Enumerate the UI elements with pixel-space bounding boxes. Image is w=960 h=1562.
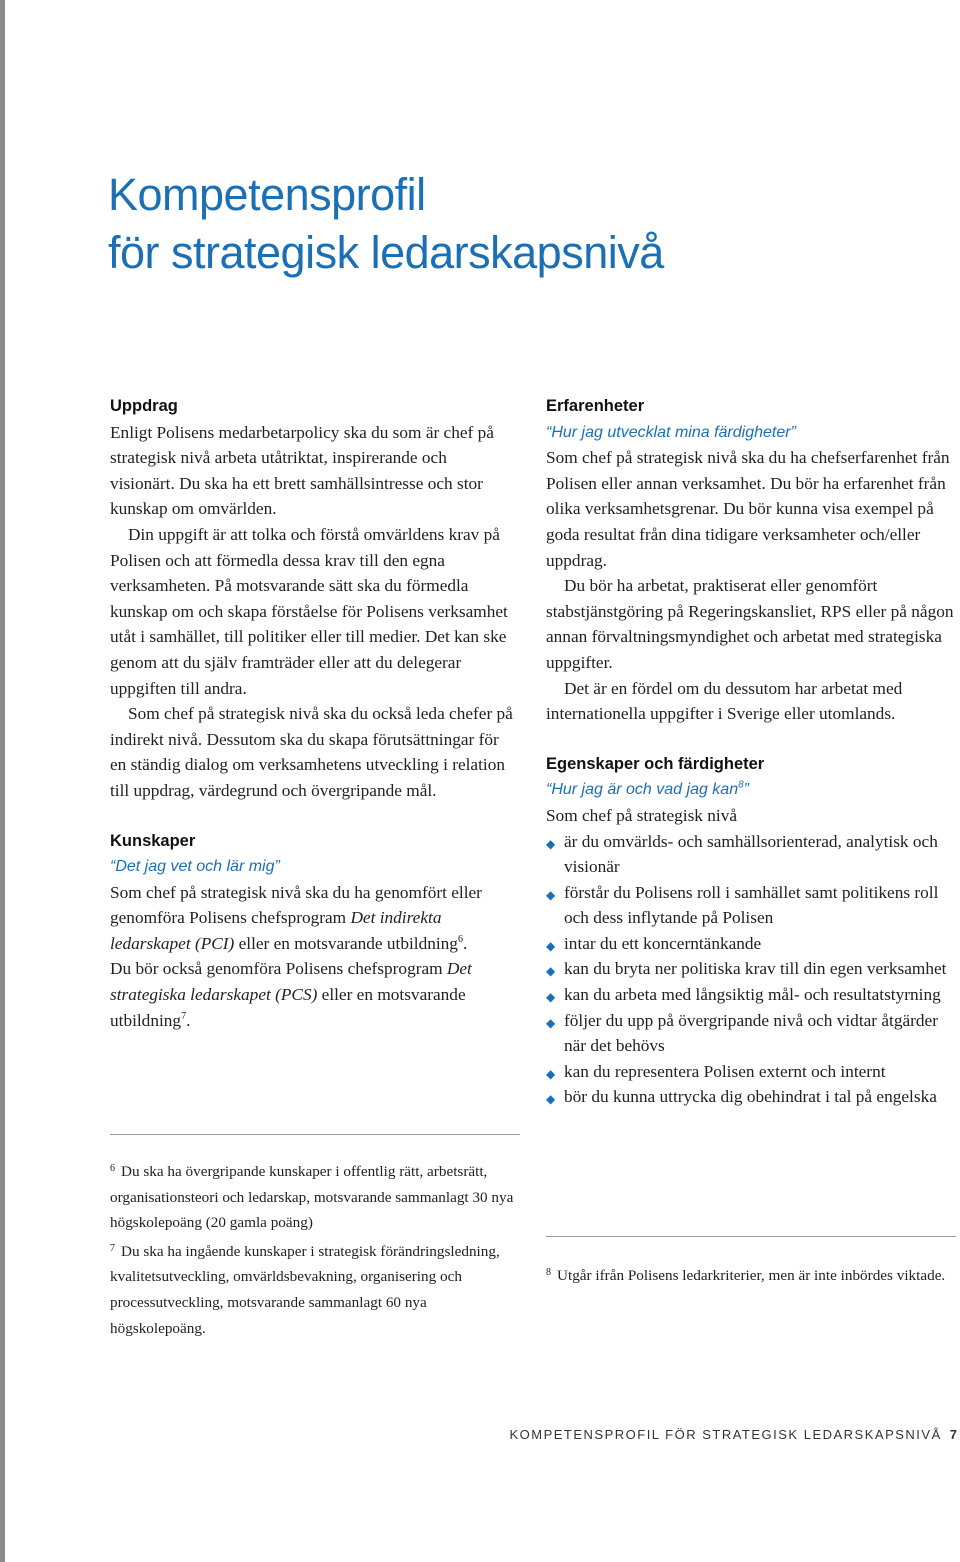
- list-item: [546, 1008, 956, 1059]
- uppdrag-heading: Uppdrag: [110, 397, 178, 415]
- diamond-bullet-icon: ◆: [546, 964, 556, 979]
- kunskaper-subheading-text: Det jag vet och lär mig: [115, 858, 275, 876]
- uppdrag-paragraph-3: Som chef på strategisk nivå ska du också leda chefer på indirekt nivå. Dessutom ska du skapa förutsättningar för en ständig dialog om verksamhetens utveckling i relation till uppdrag, värdegrund och övergripande mål.: [110, 704, 513, 800]
- list-item-text: är du omvärlds- och samhällsorienterad, analytisk och visionär: [564, 831, 938, 877]
- footnote-text: Du ska ha ingående kunskaper i strategisk förändringsledning, kvalitetsutveckling, omvärldsbevakning, organisering och processutveckling, motsvarande sammanlagt 60 nya högskolepoäng.: [110, 1242, 500, 1337]
- footnote-text: Utgår ifrån Polisens ledarkriterier, men är inte inbördes viktade.: [557, 1267, 946, 1284]
- diamond-bullet-icon: ◆: [546, 836, 556, 851]
- kunskaper-p1-text-b: eller en motsvarande utbildning: [234, 933, 458, 953]
- left-column: [110, 394, 515, 1033]
- kunskaper-paragraph-1: [110, 880, 515, 957]
- footnote-ref-8[interactable]: 8: [738, 779, 744, 791]
- kunskaper-p2-text-a: Du bör också genomföra Polisens chefsprogram: [110, 959, 447, 979]
- list-item: [546, 931, 956, 957]
- list-item: [546, 982, 956, 1008]
- list-item-text: intar du ett koncerntänkande: [564, 933, 762, 953]
- footnote-ref-6[interactable]: 6: [457, 934, 463, 946]
- page-edge-rule: [0, 0, 5, 1562]
- list-item-text: kan du arbeta med långsiktig mål- och resultatstyrning: [564, 985, 941, 1005]
- open-quote-icon: “: [546, 423, 552, 441]
- erfarenheter-subheading: [546, 420, 956, 446]
- open-quote-icon: “: [546, 781, 552, 799]
- diamond-bullet-icon: ◆: [546, 990, 556, 1005]
- section-erfarenheter: [546, 394, 956, 727]
- erfarenheter-paragraph-1: Som chef på strategisk nivå ska du ha chefserfarenhet från Polisen eller annan verksamhet. Du bör ha erfarenhet från olika verksamhetsgrenar. Du bör kunna visa exempel på goda resultat från dina tidigare verksamheter och/eller uppdrag.: [546, 448, 950, 570]
- list-item-text: kan du representera Polisen externt och internt: [564, 1061, 886, 1081]
- footnote-text: Du ska ha övergripande kunskaper i offentlig rätt, arbetsrätt, organisationsteori och ledarskap, motsvarande sammanlagt 30 nya högskolepoäng (20 gamla poäng): [110, 1163, 514, 1232]
- kunskaper-p1-text-a: Som chef på strategisk nivå ska du ha genomfört eller genomföra Polisens chefsprogram: [110, 882, 482, 928]
- uppdrag-paragraph-2: Din uppgift är att tolka och förstå omvärldens krav på Polisen och att förmedla dessa krav till den egna verksamheten. På motsvarande sätt ska du förmedla kunskap om och skapa förståelse för Polisens verksamhet utåt i samhället, till politiker eller till medier. Det kan ske genom att du själv framträder eller att du delegerar uppgiften till andra.: [110, 524, 508, 698]
- kunskaper-p2-text-b: eller en motsvarande utbildning: [110, 985, 466, 1030]
- diamond-bullet-icon: ◆: [546, 1066, 556, 1081]
- footnote-7: [110, 1236, 520, 1341]
- kunskaper-heading: Kunskaper: [110, 831, 196, 850]
- program-pci: Det indirekta ledarskapet (PCI): [110, 908, 442, 953]
- list-item: [546, 1084, 956, 1110]
- footnotes-right: [546, 1260, 958, 1289]
- close-quote-icon: ”: [743, 781, 749, 799]
- running-title: KOMPETENSPROFIL FÖR STRATEGISK LEDARSKAPSNIVÅ: [509, 1427, 942, 1442]
- section-uppdrag: [110, 394, 515, 804]
- page-number: 7: [949, 1427, 957, 1442]
- diamond-bullet-icon: ◆: [546, 1092, 556, 1107]
- erfarenheter-paragraph-3: Det är en fördel om du dessutom har arbetat med internationella uppgifter i Sverige eller utomlands.: [546, 678, 903, 724]
- list-item: [546, 829, 956, 880]
- list-item-text: kan du bryta ner politiska krav till din egen verksamhet: [564, 959, 947, 979]
- footnote-divider-right: [546, 1236, 956, 1237]
- footnote-number: 7: [110, 1242, 115, 1254]
- footnote-number: 8: [546, 1267, 551, 1278]
- diamond-bullet-icon: ◆: [546, 887, 556, 902]
- diamond-bullet-icon: ◆: [546, 938, 556, 953]
- program-pcs: Det strategiska ledarskapet (PCS): [110, 959, 472, 1005]
- footnote-ref-7[interactable]: 7: [181, 1010, 187, 1022]
- page-footer: [0, 1427, 957, 1442]
- footnote-divider-left: [110, 1134, 520, 1135]
- right-column: [546, 394, 956, 1110]
- section-kunskaper: [110, 829, 515, 1034]
- page-title-line-1: Kompetensprofil: [108, 169, 426, 220]
- page-title: [108, 166, 664, 282]
- list-item: [546, 1059, 956, 1085]
- kunskaper-p1-end: .: [462, 933, 468, 953]
- footnote-6: [110, 1156, 520, 1236]
- list-item: [546, 956, 956, 982]
- list-item-text: bör du kunna uttrycka dig obehindrat i tal på engelska: [564, 1087, 937, 1107]
- list-item-text: förstår du Polisens roll i samhället samt politikens roll och dess inflytande på Polisen: [564, 882, 939, 928]
- footnote-8: [546, 1260, 958, 1289]
- list-item-text: följer du upp på övergripande nivå och vidtar åtgärder när det behövs: [564, 1010, 938, 1056]
- kunskaper-p2-end: .: [186, 1010, 191, 1030]
- erfarenheter-subheading-text: Hur jag utvecklat mina färdigheter: [551, 423, 791, 441]
- egenskaper-subheading: [546, 777, 956, 803]
- open-quote-icon: “: [110, 858, 116, 876]
- page-title-line-2: för strategisk ledarskapsnivå: [108, 227, 664, 278]
- close-quote-icon: ”: [790, 423, 796, 441]
- kunskaper-subheading: [110, 854, 515, 880]
- footnote-number: 6: [110, 1163, 115, 1174]
- close-quote-icon: ”: [274, 858, 280, 876]
- egenskaper-subheading-text: Hur jag är och vad jag kan: [551, 781, 739, 799]
- egenskaper-heading: Egenskaper och färdigheter: [546, 754, 765, 773]
- egenskaper-list: [546, 829, 956, 1111]
- list-item: [546, 880, 956, 931]
- uppdrag-paragraph-1: Enligt Polisens medarbetarpolicy ska du som är chef på strategisk nivå arbeta utåtriktat, inspirerande och visionärt. Du ska ha ett brett samhällsintresse och stor kunskap om omvärlden.: [110, 422, 494, 519]
- section-egenskaper: [546, 752, 956, 1110]
- kunskaper-paragraph-2: [110, 956, 515, 1033]
- erfarenheter-paragraph-2: Du bör ha arbetat, praktiserat eller genomfört stabstjänstgöring på Regeringskansliet, RPS eller på någon annan förvaltningsmyndighet och arbetat med strategiska uppgifter.: [546, 576, 954, 672]
- egenskaper-intro: Som chef på strategisk nivå: [546, 805, 738, 825]
- erfarenheter-heading: Erfarenheter: [546, 397, 645, 415]
- footnotes-left: [110, 1156, 520, 1341]
- diamond-bullet-icon: ◆: [546, 1015, 556, 1030]
